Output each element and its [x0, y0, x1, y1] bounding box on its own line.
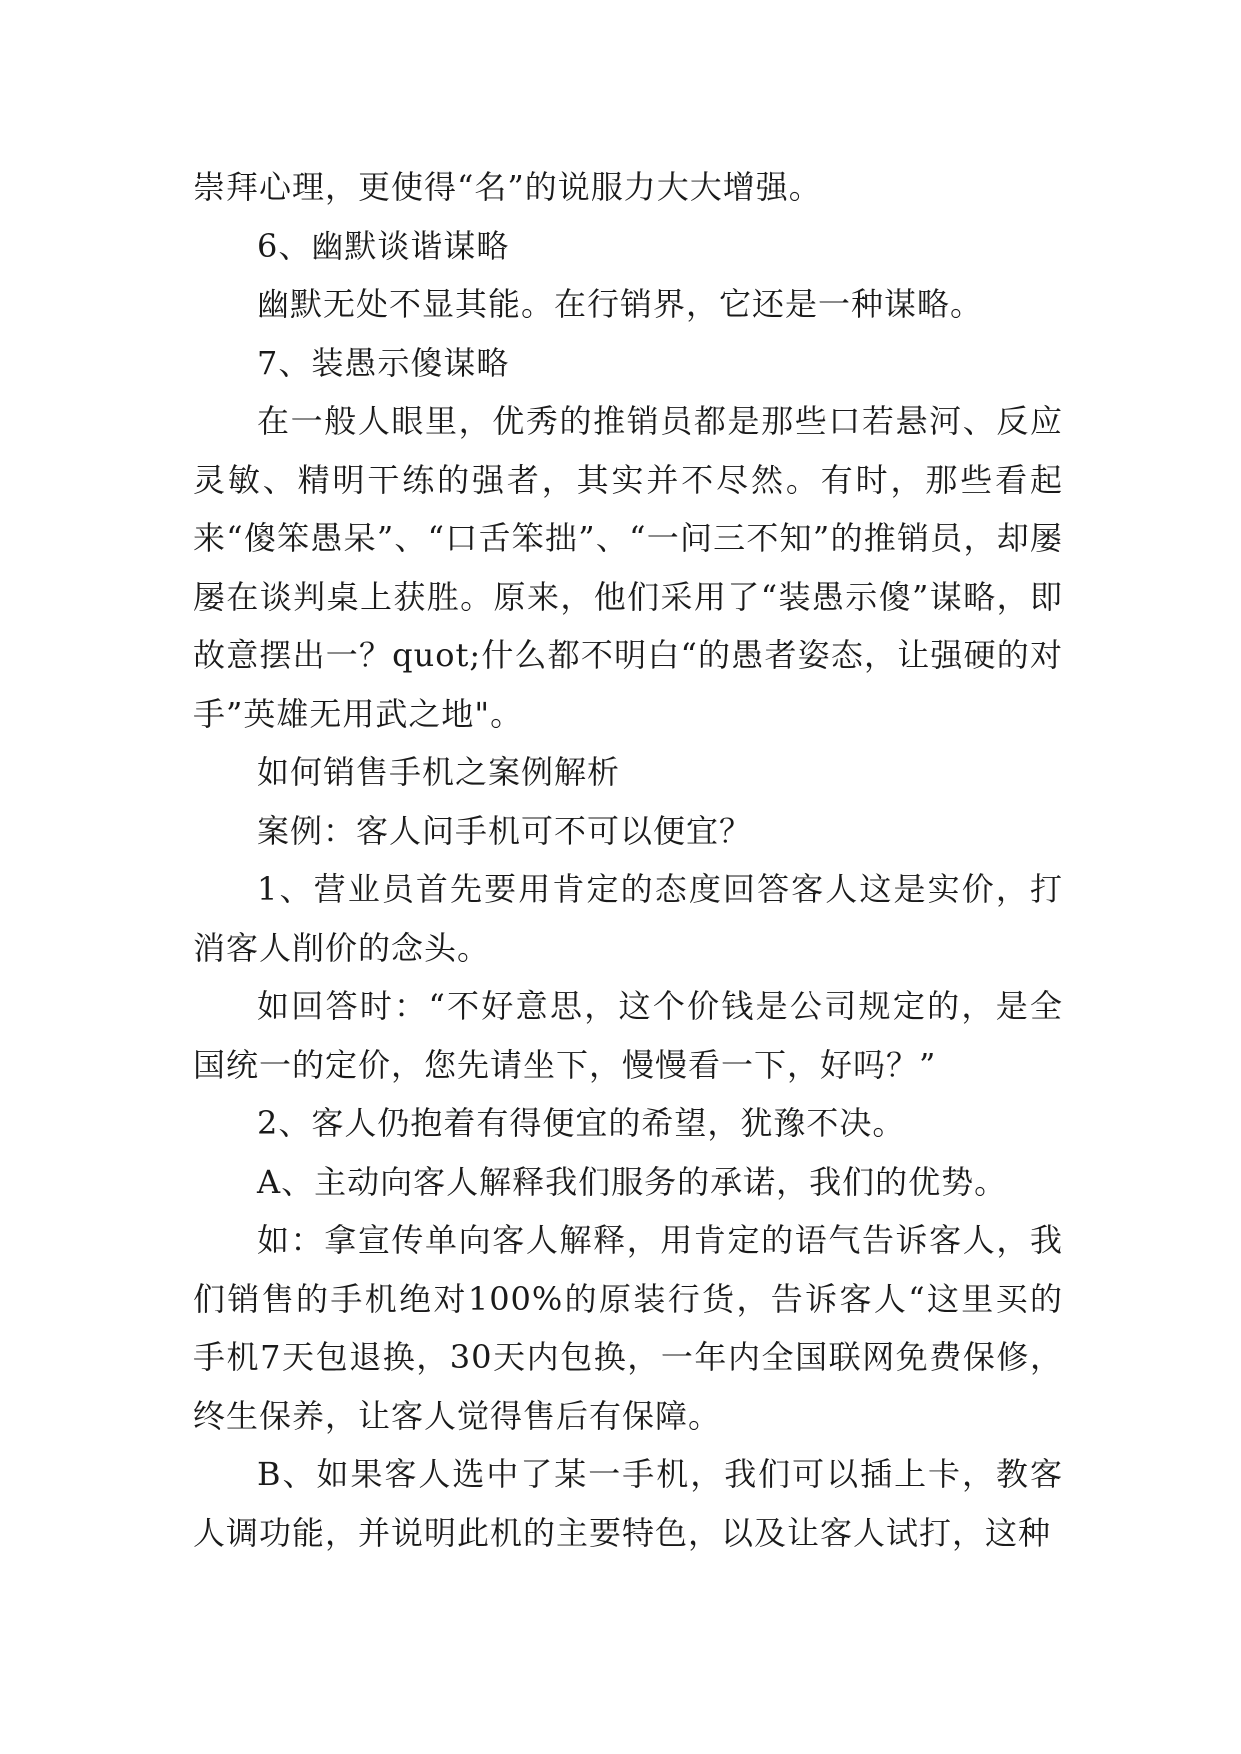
paragraph: B、如果客人选中了某一手机，我们可以插上卡，教客人调功能，并说明此机的主要特色，以及让客人试打，这种: [193, 1455, 1063, 1552]
paragraph: 6、幽默谈谐谋略: [257, 226, 510, 265]
paragraph: 在一般人眼里，优秀的推销员都是那些口若悬河、反应灵敏、精明干练的强者，其实并不尽然。有时，那些看起来“傻笨愚呆”、“口舌笨拙”、“一问三不知”的推销员，却屡屡在谈判桌上获胜。原来，他们采用了“装愚示傻”谋略，即故意摆出一？quot;什么都不明白“的愚者姿态，让强硬的对手”英雄无用武之地"。: [193, 402, 1063, 733]
paragraph: 崇拜心理，更使得“名”的说服力大大增强。: [193, 168, 822, 206]
paragraph: 如：拿宣传单向客人解释，用肯定的语气告诉客人，我们销售的手机绝对100%的原装行货，告诉客人“这里买的手机7天包退换，30天内包换，一年内全国联网免费保修，终生保养，让客人觉得售后有保障。: [193, 1221, 1063, 1435]
paragraph: 如回答时：“不好意思，这个价钱是公司规定的，是全国统一的定价，您先请坐下，慢慢看一下，好吗？”: [193, 987, 1063, 1084]
paragraph: 如何销售手机之案例解析: [257, 753, 621, 791]
paragraph: 1、营业员首先要用肯定的态度回答客人这是实价，打消客人削价的念头。: [193, 870, 1063, 967]
paragraph: A、主动向客人解释我们服务的承诺，我们的优势。: [257, 1162, 1008, 1201]
paragraph: 幽默无处不显其能。在行销界，它还是一种谋略。: [257, 285, 984, 323]
paragraph: 2、客人仍抱着有得便宜的希望，犹豫不决。: [257, 1104, 906, 1142]
paragraph: 7、装愚示傻谋略: [257, 343, 510, 382]
paragraph: 案例：客人问手机可不可以便宜？: [257, 811, 753, 850]
document-body: [193, 158, 1063, 1562]
